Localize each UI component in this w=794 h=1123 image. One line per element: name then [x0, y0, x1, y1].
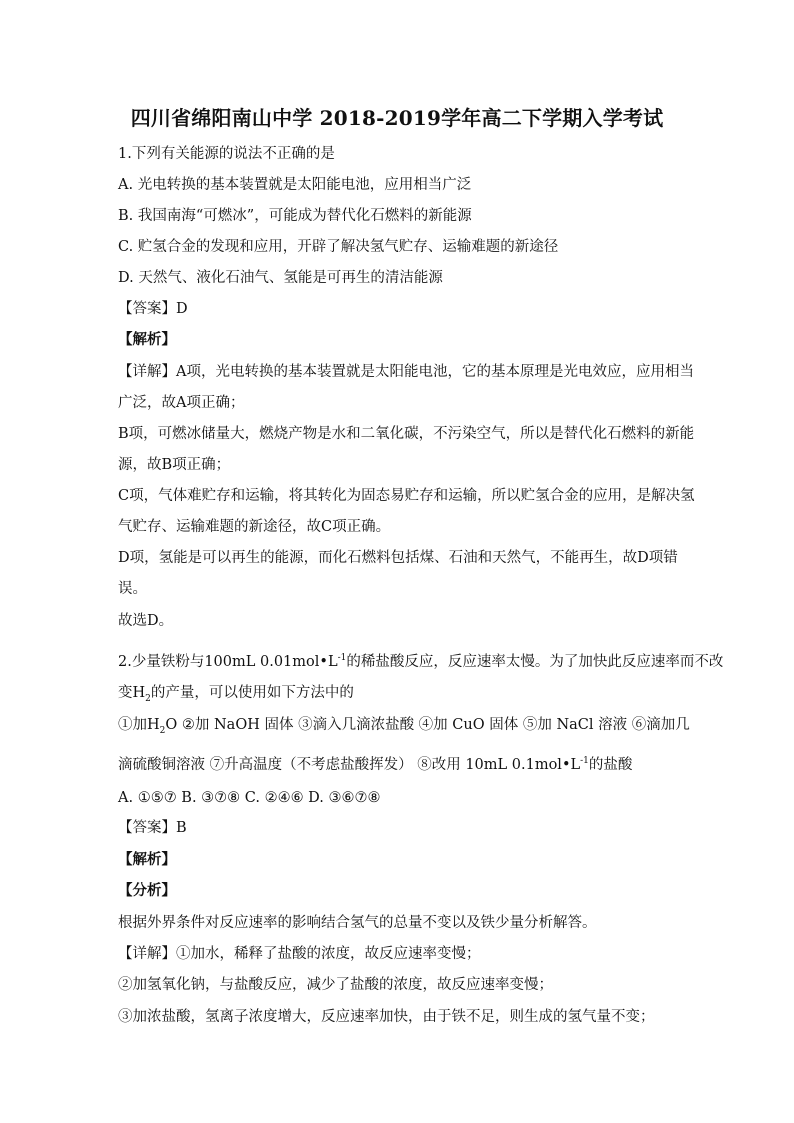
question-1-option-a: A. 光电转换的基本装置就是太阳能电池，应用相当广泛	[118, 177, 472, 193]
question-1-detail-line: 气贮存、运输难题的新途径，故C项正确。	[118, 519, 391, 535]
question-2-fenxi-text: 根据外界条件对反应速率的影响结合氢气的总量不变以及铁少量分析解答。	[118, 915, 597, 931]
question-2-answer: 【答案】B	[118, 820, 187, 836]
question-2-fenxi-label: 【分析】	[118, 882, 176, 899]
method-text: ①加H	[118, 717, 160, 733]
stem-text: 的稀盐酸反应，反应速率太慢。为了加快此反应速率而不改	[346, 653, 724, 670]
question-1-answer: 【答案】D	[118, 301, 188, 317]
question-1-detail-line: 误。	[118, 581, 147, 597]
question-2-methods-line-1	[118, 715, 690, 741]
question-1-option-b: B. 我国南海“可燃冰”，可能成为替代化石燃料的新能源	[118, 208, 472, 224]
question-2-stem-line-2	[118, 683, 354, 709]
question-2-detail-line: ③加浓盐酸，氢离子浓度增大，反应速率加快，由于铁不足，则生成的氢气量不变；	[118, 1009, 655, 1025]
stem-text: 的产量，可以使用如下方法中的	[150, 685, 354, 701]
question-1-option-c: C. 贮氢合金的发现和应用，开辟了解决氢气贮存、运输难题的新途径	[118, 239, 559, 255]
question-1-detail-line: B项，可燃冰储量大，燃烧产物是水和二氧化碳，不污染空气，所以是替代化石燃料的新能	[118, 426, 695, 442]
question-2-methods-line-2	[118, 751, 632, 775]
superscript: -1	[580, 756, 589, 766]
question-1-stem: 1.下列有关能源的说法不正确的是	[118, 146, 335, 162]
question-2-options: A. ①⑤⑦ B. ③⑦⑧ C. ②④⑥ D. ③⑥⑦⑧	[118, 790, 381, 806]
page-title: 四川省绵阳南山中学 2018-2019学年高二下学期入学考试	[130, 106, 664, 130]
subscript: 2	[145, 693, 151, 704]
method-text: O ②加 NaOH 固体 ③滴入几滴浓盐酸 ④加 CuO 固体 ⑤加 NaCl 溶液 ⑥滴加几	[165, 717, 690, 733]
subscript: 2	[159, 725, 166, 736]
question-2-detail-line: 【详解】①加水，稀释了盐酸的浓度，故反应速率变慢；	[118, 946, 481, 962]
stem-text: 2.少量铁粉与100mL 0.01mol•L	[118, 653, 338, 670]
superscript: -1	[337, 653, 347, 663]
question-1-detail-line: 广泛，故A项正确；	[118, 395, 245, 411]
stem-text: 变H	[118, 685, 146, 701]
question-1-detail-line: C项，气体难贮存和运输，将其转化为固态易贮存和运输，所以贮氢合金的应用，是解决氢	[118, 488, 695, 504]
method-text: 滴硫酸铜溶液 ⑦升高温度（不考虑盐酸挥发） ⑧改用 10mL 0.1mol•L	[118, 756, 581, 773]
question-1-detail-line: D项，氢能是可以再生的能源，而化石燃料包括煤、石油和天然气，不能再生，故D项错	[118, 550, 678, 566]
question-2-detail-line: ②加氢氧化钠，与盐酸反应，减少了盐酸的浓度，故反应速率变慢；	[118, 977, 553, 993]
question-1-analysis-label: 【解析】	[118, 331, 176, 348]
question-1-detail-line: 源，故B项正确；	[118, 457, 231, 473]
question-1-detail-line: 【详解】A项，光电转换的基本装置就是太阳能电池，它的基本原理是光电效应，应用相当	[118, 364, 694, 380]
question-2-stem-line-1	[118, 648, 723, 672]
method-text: 的盐酸	[588, 756, 633, 773]
question-1-conclusion: 故选D。	[118, 613, 174, 629]
question-2-analysis-label: 【解析】	[118, 851, 176, 868]
question-1-option-d: D. 天然气、液化石油气、氢能是可再生的清洁能源	[118, 270, 443, 286]
